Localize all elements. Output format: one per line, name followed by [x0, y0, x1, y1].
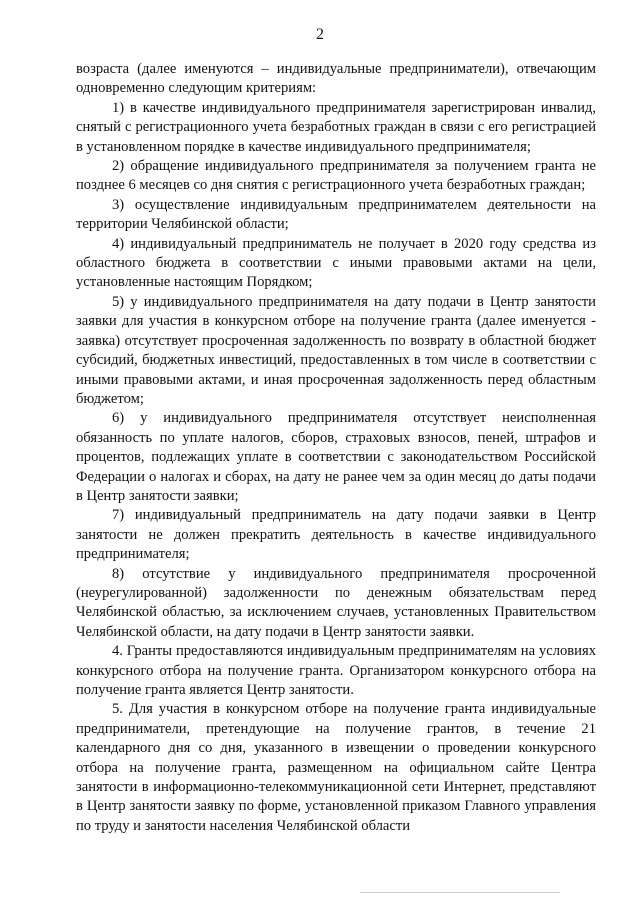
criterion-4: 4) индивидуальный предприниматель не получает в 2020 году средства из областного бюджета в соответствии с иными правовыми актами на цели, установленные настоящим Порядком;	[76, 235, 596, 291]
clause-4: 4. Гранты предоставляются индивидуальным предпринимателям на условиях конкурсного отбора на получение гранта. Организатором конкурсного отбора на получение гранта является Центр занятости.	[76, 643, 596, 698]
criterion-1: 1) в качестве индивидуального предпринимателя зарегистрирован инвалид, снятый с регистрационного учета безработных граждан в связи с его регистрацией в установленном порядке в качестве индивидуального предпринимателя;	[76, 99, 596, 155]
clause-5: 5. Для участия в конкурсном отборе на получение гранта индивидуальные предприниматели, претендующие на получение грантов, в течение 21 календарного дня со дня, указанного в извещении о проведении конкурсного отбора на получение гранта, размещенном на официальном сайте Центра занятости в информационно-телекоммуникационной сети Интернет, представляют в Центр занятости заявку по форме, установленной приказом Главного управления по труду и занятости населения Челябинской области	[76, 701, 596, 834]
criterion-2: 2) обращение индивидуального предпринимателя за получением гранта не позднее 6 месяцев со дня снятия с регистрационного учета безработных граждан;	[76, 158, 596, 194]
scan-edge-line	[360, 892, 560, 893]
criterion-8: 8) отсутствие у индивидуального предпринимателя просроченной (неурегулированной) задолженности по денежным обязательствам перед Челябинской областью, за исключением случаев, установленных Правительством Челябинской области, на дату подачи в Центр занятости заявки.	[76, 565, 596, 640]
criterion-7: 7) индивидуальный предприниматель на дату подачи заявки в Центр занятости не должен прекратить деятельность в качестве индивидуального предпринимателя;	[76, 507, 596, 563]
criterion-3: 3) осуществление индивидуальным предпринимателем деятельности на территории Челябинской области;	[76, 196, 596, 233]
criterion-6: 6) у индивидуального предпринимателя отсутствует неисполненная обязанность по уплате налогов, сборов, страховых взносов, пеней, штрафов и процентов, подлежащих уплате в соответствии с законодательством Российской Федерации о налогах и сборах, на дату не ранее чем за один месяц до даты подачи в Центр занятости заявки;	[76, 410, 596, 504]
criterion-5: 5) у индивидуального предпринимателя на дату подачи в Центр занятости заявки для участия в конкурсном отборе на получение гранта (далее именуется - заявка) отсутствует просроченная задолженность по возврату в областной бюджет субсидий, бюджетных инвестиций, предоставленных в том числе в соответствии с иными правовыми актами, и иная просроченная задолженность перед областным бюджетом;	[76, 293, 596, 407]
document-body	[76, 60, 596, 836]
paragraph-continuation: возраста (далее именуются – индивидуальные предприниматели), отвечающим одновременно следующим критериям:	[76, 61, 596, 97]
page-number: 2	[316, 26, 324, 43]
